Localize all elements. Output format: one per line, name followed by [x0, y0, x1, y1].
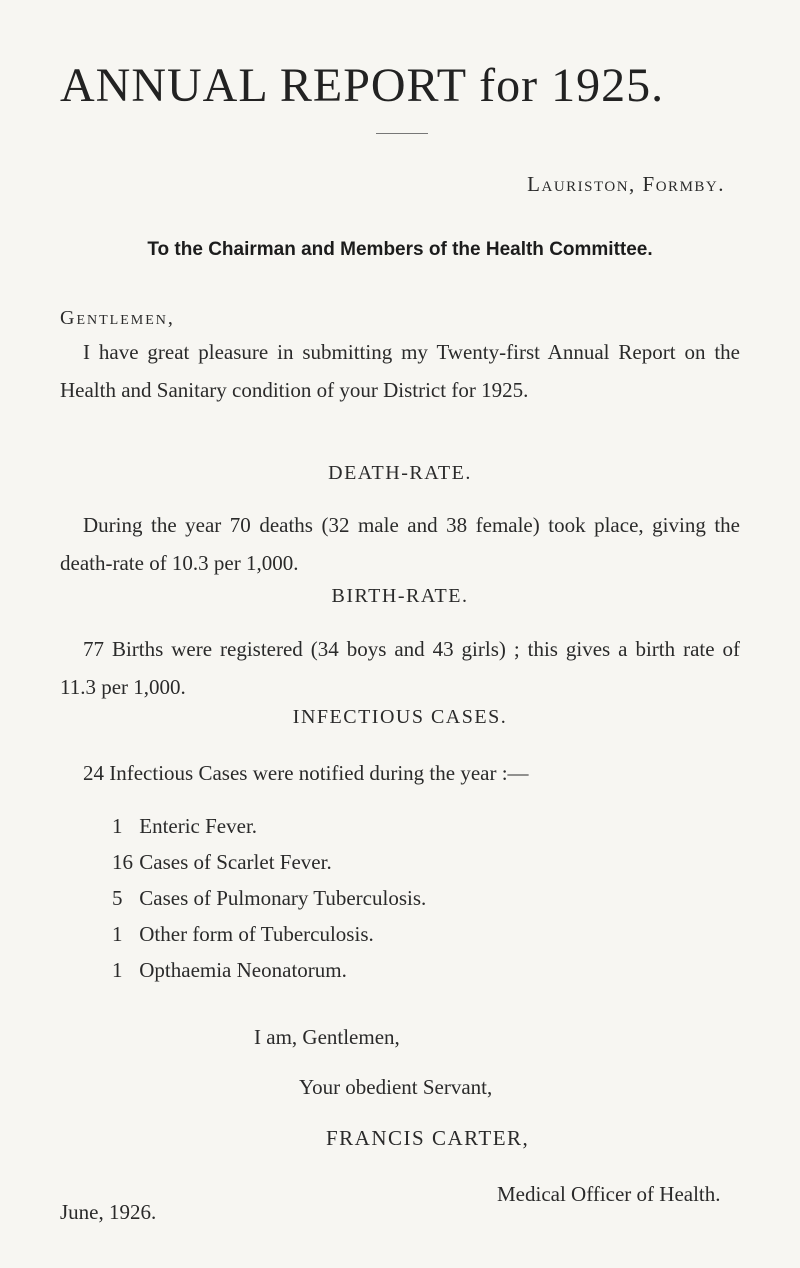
title-divider — [376, 133, 428, 134]
birth-rate-paragraph: 77 Births were registered (34 boys and 43 girls) ; this gives a birth rate of 11.3 per 1,000. — [60, 637, 740, 699]
list-item — [112, 880, 426, 916]
addressee: To the Chairman and Members of the Health Committee. — [147, 239, 653, 260]
list-item — [112, 952, 426, 988]
salutation: Gentlemen, — [60, 307, 175, 329]
case-label: Enteric Fever. — [139, 814, 258, 838]
case-count: 1 — [112, 922, 123, 946]
report-title: ANNUAL REPORT for 1925. — [60, 59, 665, 112]
list-item — [112, 808, 426, 844]
infectious-cases-list — [112, 808, 426, 988]
infectious-cases-paragraph: 24 Infectious Cases were notified during the year :— — [83, 761, 529, 785]
closing-line: I am, Gentlemen, — [254, 1025, 400, 1049]
birth-rate-heading: BIRTH-RATE. — [331, 585, 469, 607]
case-count: 1 — [112, 958, 123, 982]
list-item — [112, 916, 426, 952]
sender-address: Lauriston, Formby. — [527, 172, 725, 196]
infectious-cases-heading: INFECTIOUS CASES. — [292, 706, 508, 728]
case-count: 5 — [112, 886, 123, 910]
death-rate-paragraph: During the year 70 deaths (32 male and 38 female) took place, giving the death-rate of 10.3 per 1,000. — [60, 513, 740, 575]
report-date: June, 1926. — [60, 1200, 157, 1224]
case-label: Cases of Scarlet Fever. — [139, 850, 332, 874]
closing-servant: Your obedient Servant, — [299, 1075, 493, 1099]
case-count: 16 — [112, 850, 133, 874]
case-label: Opthaemia Neonatorum. — [139, 958, 347, 982]
case-label: Other form of Tuberculosis. — [139, 922, 374, 946]
signatory-name: FRANCIS CARTER, — [326, 1126, 530, 1150]
intro-paragraph: I have great pleasure in submitting my Twenty-first Annual Report on the Health and Sanitary condition of your District for 1925. — [60, 340, 740, 402]
death-rate-heading: DEATH-RATE. — [328, 462, 472, 484]
signatory-position: Medical Officer of Health. — [497, 1182, 721, 1206]
case-count: 1 — [112, 814, 123, 838]
list-item — [112, 844, 426, 880]
case-label: Cases of Pulmonary Tuberculosis. — [139, 886, 427, 910]
